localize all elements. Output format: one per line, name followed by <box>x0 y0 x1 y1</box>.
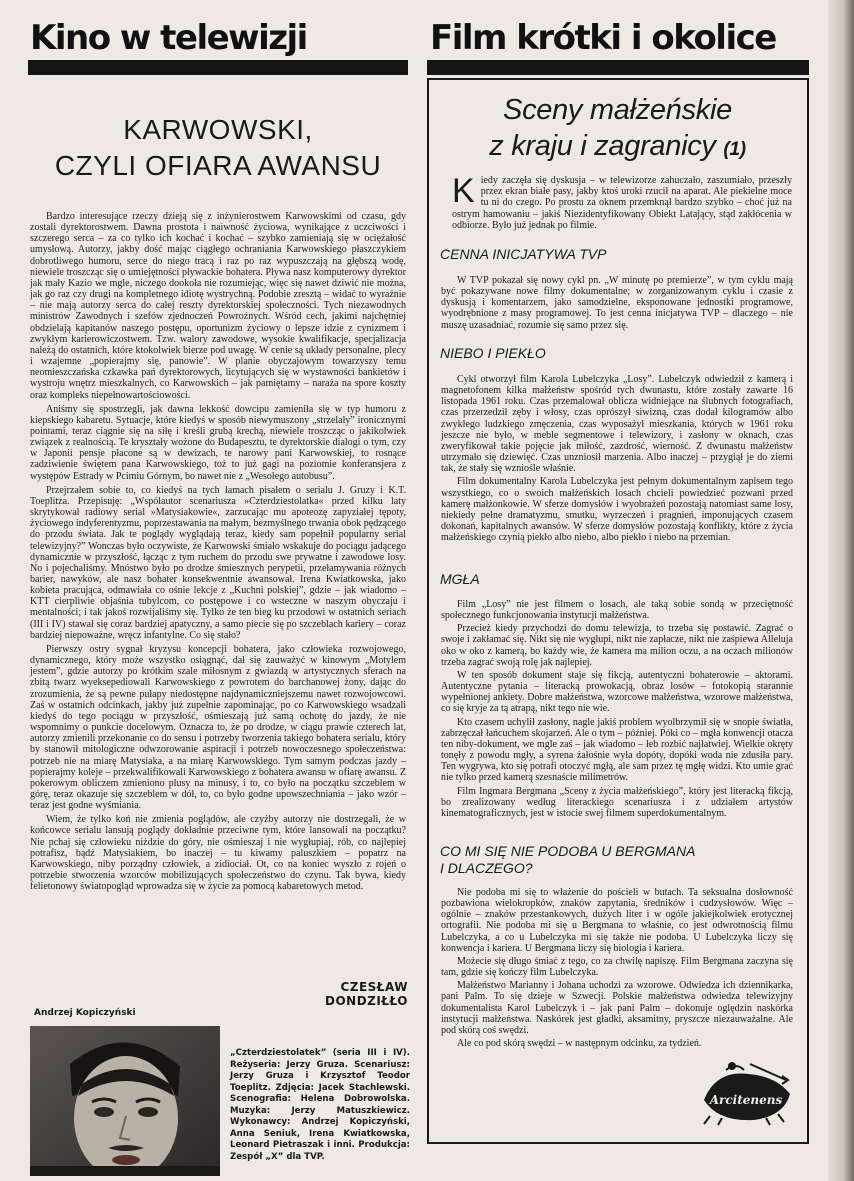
left-title-line1: KARWOWSKI, <box>123 114 313 145</box>
right-paragraph: Film dokumentalny Karola Lubelczyka jest pełnym dokumentalnym zapisem tego wszystkiego, co o swoich małżeńskich losach chcieli powiedzieć pozwani przed kamerę małżonkowie. W sferze domysłów i wyobrażeń pozostają natomiast same losy, niekiedy pełne dramatyzmu, smutku, wyrzeczeń i pragnień, imponujących czasem dokonań, kapitalnych awansów. W sferze domysłów pozostają konflikty, które z życia małżeńskiego czynią piekło albo niebo, albo piekło i niebo na przemian. <box>441 476 793 544</box>
section-niebo-i-pieklo <box>441 374 793 543</box>
author-signature <box>308 980 408 1008</box>
archer-emblem-icon <box>696 1060 796 1126</box>
left-paragraph: Bardzo interesujące rzeczy dzieją się z inżynierostwem Karwowskimi od czasu, gdy zostali dyrektorostwem. Dawna prostota i naiwność życiowa, wynikające z uczciwości i szczerego serca – za co tylko ich kochać i kochać – szybko zamieniają się w ociężałość umysłową. Autorzy, jakby dość mając ciągłego ochraniania Karwowskiego płaszczykiem dobrotliwego humoru, serce do niego tracą i raz po raz wypuszczają na głębszą wodę, niewiele troszcząc się o umiejętności pływackie bohatera. Pływa nasz komputerowy dyrektor jak mały Kazio we mgle, niczego dookoła nie rozumiejąc, więc się nawet dziwić nie można, jak go raz czy drugi na kompletnego idiotę wystrychną. Podobie zresztą – widać to wyraźnie – nie mają autorzy serca do całej reszty dyrektorskiej społeczności. Tych niezawodnych ministrów Zawodnych i szefów zjednoczeń Powroźnych. Wśród cech, jakimi najchętniej obdzielają kapitanów naszego postępu, oportunizm życiowy o lepsze idzie z cynizmem i zwykłym karierowiczostwem. Tzw. walory zawodowe, wysokie kwalifikacje, specjalizacja należą do ostatnich, które ktokolwiek bierze pod uwagę. W cenie są układy personalne, plecy i wzajemne „popierajmy się, panowie”. W planie obyczajowym towarzyszy temu neomieszczańska czkawka pań dyrektorowych, licytujących się w wystawności bankietów i wystroju wnętrz mieszkalnych, co Karwowskich – jak pamiętamy – naraża na spore koszty oraz kompleks niepełnowartościowości. <box>30 211 406 401</box>
photo-caption-name: Andrzej Kopiczyński <box>34 1008 136 1018</box>
section-rule-left <box>28 60 408 75</box>
author-last-name: DONDZIŁŁO <box>324 994 408 1008</box>
subheading-line1: CO MI SIĘ NIE PODOBA U BERGMANA <box>440 843 696 859</box>
right-title-number: (1) <box>723 139 746 160</box>
right-paragraph: Kto czasem uchylił zasłony, nagle jakiś problem wyolbrzymił się w snopie światła, zabrzęczał łańcuchem skojarzeń. Ale o tym – później. Póki co – mgła konwencji otacza ten niby-dokument, we mgle zaś – jak wiadomo – łeb rozbić najłatwiej. Wielkie okręty tonęły z powodu mgły, a syrena żałośnie wyła dopóty, dopóki woda nie zdusiła pary. Ten wygrywa, kto się potrafi otoczyć mgłą, ale sam przez tę mgłę widzi. Kto umie grać nie tylko przed kamerą szesnaście milimetrów. <box>441 716 793 784</box>
right-lead-paragraph <box>452 172 792 231</box>
right-paragraph: Małżeństwo Marianny i Johana uchodzi za wzorowe. Odwiedza ich dziennikarka, pani Palm. To się dzieje w Szwecji. Polskie małżeństwa odwiedza telewizyjny dokumentalista Karol Lubelczyk i – jak pani Palm – dokonuje oględzin naskórka instytucji małżeństwa. Naskórek jest gładki, aksamitny, pryszcze niezauważalne. Ale pod skórą coś swędzi. <box>441 980 793 1036</box>
author-first-name: CZESŁAW <box>340 980 408 994</box>
film-credits: „Czterdziestolatek” (seria III i IV). Reżyseria: Jerzy Gruza. Scenariusz: Jerzy Gruza i Krzysztof Teodor Toeplitz. Zdjęcia: Jacek Stachlewski. Scenografia: Helena Dobrowolska. Muzyka: Jerzy Matuszkiewicz. Wykonawcy: Andrzej Kopiczyński, Anna Seniuk, Irena Kwiatkowska, Leonard Pietraszak i inni. Produkcja: Zespół „X” dla TVP. <box>230 1048 410 1162</box>
subheading-line2: I DLACZEGO? <box>440 860 533 876</box>
right-title-line2: z kraju i zagranicy <box>489 130 716 162</box>
arcitenens-logo-icon <box>696 1060 796 1126</box>
section-header-kino: Kino w telewizji <box>30 18 307 58</box>
right-paragraph: Możecie się długo śmiać z tego, co za chwilę napiszę. Film Bergmana zaczyna się tam, gdzie się kończy film Lubelczyka. <box>441 955 793 979</box>
right-paragraph: W ten sposób dokument staje się fikcją, autentyczni bohaterowie – aktorami. Autentyczne pytania – literacką prowokacją, obraz losów – fotokopią starannie wypełnionej ankiety. Dobre małżeństwa, wzorcowe małżeństwa, wzorowe małżeństwa, co się kryje za tą atrapą, nikt tego nie wie. <box>441 669 793 715</box>
right-paragraph: Przecież kiedy przychodzi do domu telewizja, to trzeba się postawić. Zagrać o swoje i zakłamać się. Nikt się nie wygłupi, nikt nie zapłacze, nikt nie zaśpiewa Alleluja oko w oko z kamerą, bo każdy wie, że kamera ma milion oczu, a na oczach milionów trzeba zagrać swoją rolę jak najlepiej. <box>441 623 793 668</box>
lead-text: iedy zaczęła się dyskusja – w telewizorze zahuczało, zaszumiało, przeszły przez ekran białe pasy, jakby ktoś uroki rzucił na aparat. Ale piekielne moce tu ni do czego. Po prostu za oknem przemknął bardzo szybko – choć już na ostrym hamowaniu – jakiś Niezidentyfikowany Obiekt Latający, stąd zakłócenia w odbiorze. Było już jednak po filmie. <box>452 175 792 231</box>
section-cenna-inicjatywa <box>441 275 793 331</box>
subheading-niebo-i-pieklo: NIEBO I PIEKŁO <box>440 345 546 361</box>
left-paragraph: Przejrzałem sobie to, co kiedyś na tych łamach pisałem o serialu J. Gruzy i K.T. Toeplitza. Przepisuję: „Współautor scenariusza »Czterdziestolatka« przed kilku laty skrytykował radiowy serial »Matysiakowie«, zarzucając mu apoteozę zapyziałej tępoty, życiowego indyferentyzmu, poprzestawania na małym, bezmyślnego trwania obok pędzącego do przodu świata. Jak te poglądy wyglądają teraz, kiedy sam popełnił popularny serial telewizyjny?” Wonczas było oczywiste, że Karwowski śmiało wskakuje do pociągu jadącego dynamicznie w przyszłość, łącząc z tym ruchem do przodu swe prywatne i zawodowe losy. No i pojechaliśmy. Mnóstwo było po drodze śmiesznych perypetii, przełamywania różnych barier, nawyków, ale nasz bohater konsekwentnie awansował. Irena Kwiatkowska, jako kobieta pracująca, odmawiała co ośnie lekcje z „Kuchni polskiej”, gdzie – jak wiadomo – KTT cierpliwie objaśnia tubylcom, co postępowe i co wsteczne w naszym obyczaju i mentalności; i tak jakoś rozwijaliśmy się. Tylko że ten bieg ku przodowi w ostatnich seriach (III i IV) stawał się coraz bardziej apatyczny, a samo piecie się po szczeblach kariery – coraz bardziej niepoważne, wręcz infantylne. Co się stało? <box>30 484 406 641</box>
actor-photo <box>30 1026 220 1176</box>
subheading-cenna-inicjatywa: CENNA INICJATYWA TVP <box>440 246 607 262</box>
section-rule-right <box>427 60 809 75</box>
page-edge-shadow <box>828 0 854 1181</box>
right-paragraph: Cykl otworzył film Karola Lubelczyka „Losy”. Lubelczyk odwiedził z kamerą i magnetofonem kilka małżeństw spośród tych dwunastu, które zostały zawarte 16 listopada 1961 roku. Czas przemalował oblicza widniejące na ślubnych fotografiach, czas przerzedził zęby i włosy, czas oprószył siwizną, czas dodał kilogramów albo zwykłego ludzkiego zmęczenia, czas wyposażył mieszkania, których w 1961 roku jeszcze nie było, w meble segmentowe i telewizory, i zasłony w oknach, czas zweryfikował takie pojęcie jak miłość, zazdrość, wierność. Z dwunastu małżeństw utrzymało się dziewięć. Czas unzniosił marzenia. Albo inaczej – przygiął je do ziemi tak, że stały się wzniośle właśnie. <box>441 374 793 475</box>
left-article-title <box>28 112 408 184</box>
logo-wordmark: Arcitenens <box>709 1093 783 1107</box>
section-header-film-krotki: Film krótki i okolice <box>430 18 776 58</box>
right-paragraph: Nie podoba mi się to włażenie do pościeli w butach. Ta seksualna dosłowność pozbawiona wielokropków, znaków zapytania, średników i cudzysłowów. Więc – ogólnie – znaków przestankowych, dużych liter i w ogóle jakiejkolwiek erotycznej ortografii. Nie podoba mi się u Bergmana to właśnie, co jest odwrotnością filmu Lubelczyka, a co u Lubelczyka mi się także nie podoba. U Lubelczyka liczy się konwencja i kariera. U Bergmana liczy się biologia i kariera. <box>441 887 793 954</box>
left-title-line2: CZYLI OFIARA AWANSU <box>54 150 382 181</box>
subheading-co-mi-sie-nie-podoba <box>440 843 695 877</box>
left-paragraph: Aniśmy się spostrzegli, jak dawna lekkość dowcipu zamieniła się w typ humoru z kiepskiego kabaretu. Sytuacje, które kiedyś w sposób niewymuszony „strzelały” ironicznymi pointami, teraz ciągnie się na siłę i kreśli grubą krechą, niewiele troszcząc o jakikolwiek związek z realnością. Te kryształy wożone do Budapesztu, te dyrektorskie dialogi o tym, czy w Japonii pensje płacone są w dewizach, te narowy pani Karwowskiej, to rosnące zadziwienie świętem pana Karwowskiego, toż to już gagi na poziomie konferansjera z występów Estrady w Pcimiu Górnym, bo nawet nie z „Wesołego autobusu”. <box>30 403 406 482</box>
left-article-body <box>30 211 406 892</box>
right-paragraph: W TVP pokazał się nowy cykl pn. „W minutę po premierze”, w tym cyklu mają być pokazywane nowe filmy dokumentalne; w zorganizowanym cyklu i czasie z dyskusją i komentarzem, jako samodzielne, eksponowane jednostki programowe, wyodrębnione z masy programowej. To jest cenna inicjatywa TVP – dlaczego – nie muszę uzasadniać, rozumie się samo przez się. <box>441 275 793 331</box>
actor-portrait-illustration <box>30 1026 220 1176</box>
right-article-title <box>430 92 805 168</box>
right-title-line1: Sceny małżeńskie <box>503 94 732 126</box>
left-paragraph: Wiem, że tylko koń nie zmienia poglądów, ale czyżby autorzy nie dostrzegali, że w końcowce serialu lansują poglądy dokładnie przeciwne tym, które lansowali na początku? Nie pchaj się człowieku niżdzie do góry, nie ośmieszaj i nie wygłupiaj, rób, co najlepiej potrafisz, bądź Matysiakiem, bo inaczej – tu kiwamy paluszkiem – popatrz na Karwowskiego, niby porządny człowiek, a zidiociał. Ot, co na koniec wyszło z rojeń o potrzebie stworzenia wzorców mobilizujących społeczeństwo do czynu. Tak bywa, kiedy felietonowy światopogląd wprowadza się w życie za pomocą kabaretowych metod. <box>30 814 406 893</box>
right-title-line2-wrap <box>430 128 805 168</box>
drop-cap: K <box>452 172 475 210</box>
section-mgla <box>441 599 793 819</box>
subheading-mgla: MGŁA <box>440 571 480 587</box>
right-paragraph: Ale co pod skórą swędzi – w następnym odcinku, za tydzień. <box>457 1038 702 1050</box>
right-paragraph: Film Ingmara Bergmana „Sceny z życia małżeńskiego”, który jest literacką fikcją, bo zrealizowany według literackiego scenariusza i z udziałem artystów kinematograficznych, jest w istocie swej filmem superdokumentalnym. <box>441 785 793 819</box>
section-bergman <box>441 887 793 1049</box>
left-paragraph: Pierwszy ostry sygnał kryzysu koncepcji bohatera, jako człowieka rozwojowego, dynamicznego, który może wszystko osiągnąć, dał się zauważyć w kinowym „Motylem jestem”, gdzie autorzy po krótkim szale miłosnym z gwiazdą w artystycznych sferach na zbitą twarz wyeksepediowali Karwowskiego z powrotem do barchanowej żony, dając do zrozumienia, że są pewne pułapy niedostępne najdynamiczniejszemu nawet rozwojowcowi. Zaś w ostatnich odcinkach, jakby już zupełnie zapominając, po co Karwowskiego wsadzali kiedyś do tego pociągu w przyszłość, ośmieszają już samą ochotę do jazdy, że nie wspomnimy o punkcie docelowym. Oznacza to, że po drodze, w ciągu prawie czterech lat, autorzy zmienili przekonanie co do sensu i potrzeby tworzenia takiego bohatera serialu, który by stanowił mitologiczne odwzorowanie aspiracji i potrzeb nowoczesnego społeczeństwa: potrzeb nie na miarę Matysiaka, a na miarę Karwowskiego. Tym samym podczas jazdy – popierajmy koleje – przekwalifikowali Karwowskiego z bohatera awansu w ofiarę awansu. Z pokerowym obliczem zmieniono plusy na minusy, i to, co było na początku szczeblem w górę, teraz okazuje się szczeblem w dół, to, co było godne upowszechniania – jako wzór – teraz jest godne wyśmiania. <box>30 643 406 812</box>
right-paragraph: Film „Losy” nie jest filmem o losach, ale taką sobie sondą w przeciętność społecznego funkcjonowania instytucji małżeństwa. <box>441 599 793 622</box>
